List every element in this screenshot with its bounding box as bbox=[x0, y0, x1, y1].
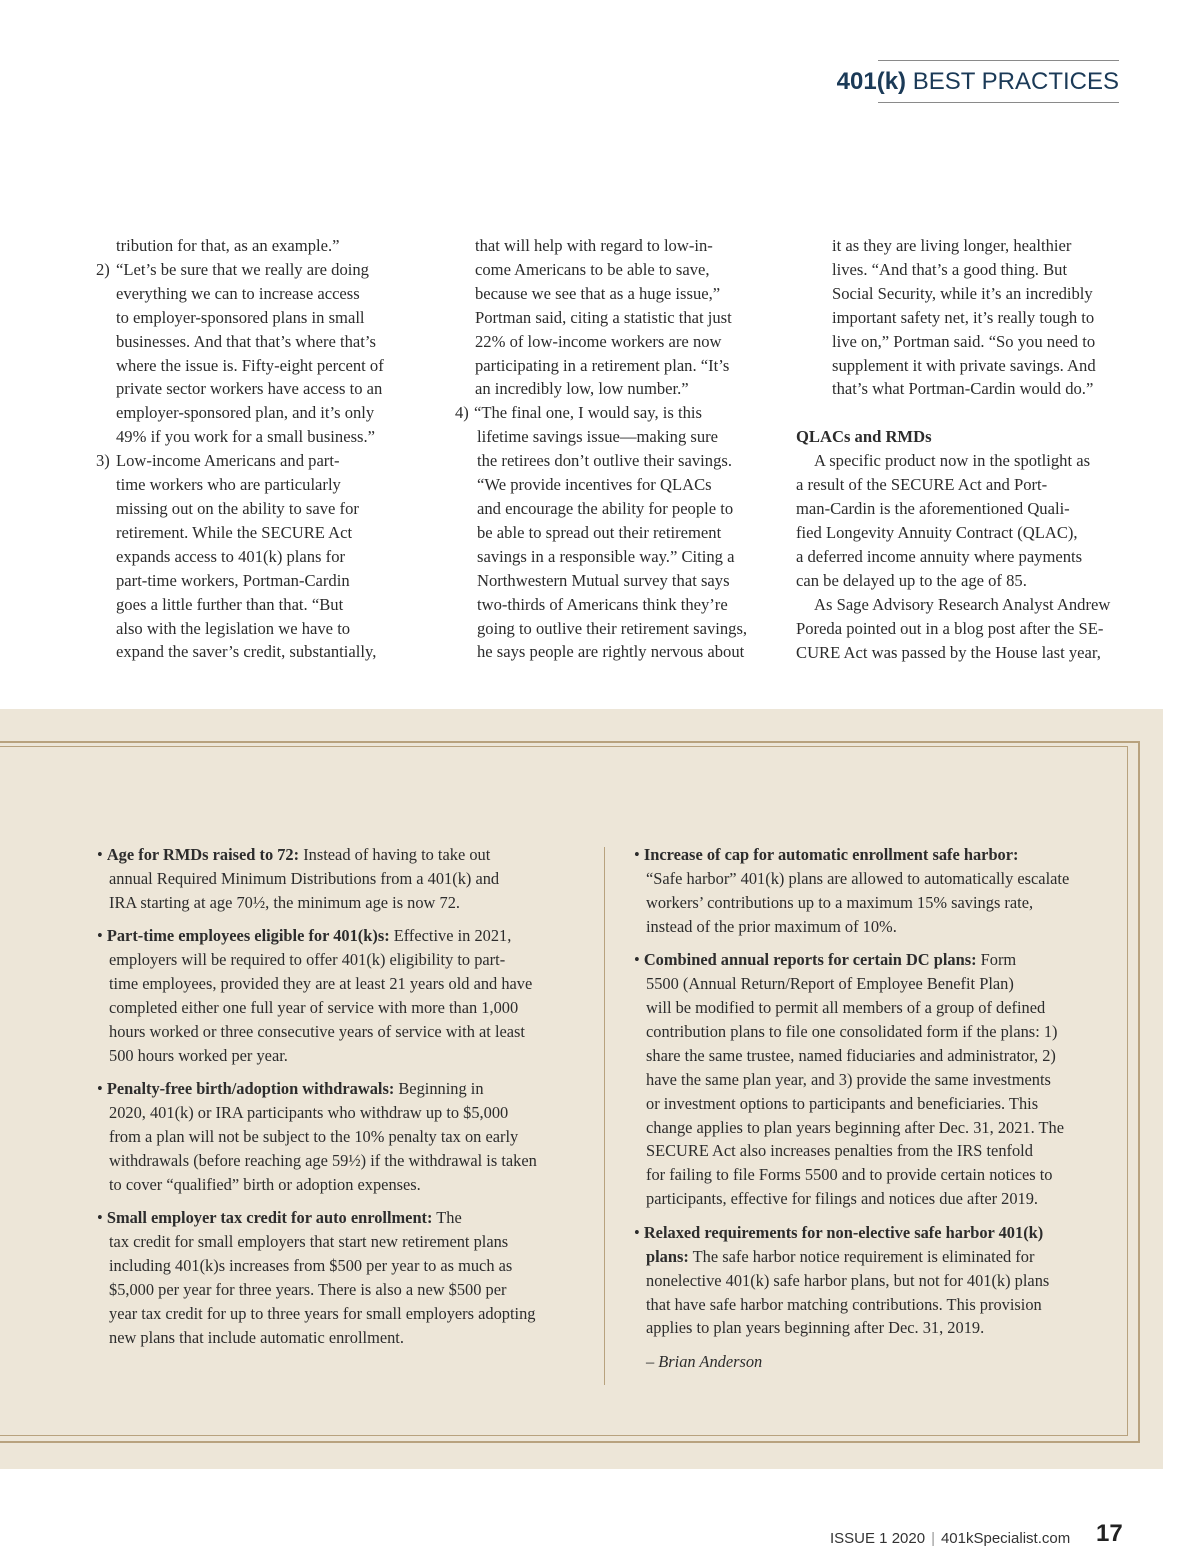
bullet-item: • Increase of cap for automatic enrollment safe harbor: “Safe harbor” 401(k) plans are allowed to automatically escalate workers’ contributions up to a maximum 15% savings rate, instead of the prior maximum of 10%. bbox=[634, 843, 1114, 939]
text-line: supplement it with private savings. And bbox=[832, 355, 1096, 375]
text-line: man-Cardin is the aforementioned Quali- bbox=[796, 499, 1070, 519]
text-line: missing out on the ability to save for bbox=[116, 498, 359, 518]
bullet-text: Instead of having to take out bbox=[299, 845, 491, 864]
bullet-title: Penalty-free birth/adoption withdrawals: bbox=[106, 1079, 395, 1099]
text-line: “The final one, I would say, is this bbox=[474, 403, 702, 423]
bullet-line: 500 hours worked per year. bbox=[109, 1045, 288, 1065]
bullet-line: that have safe harbor matching contributions. This provision bbox=[646, 1294, 1042, 1314]
bullet-title: Part-time employees eligible for 401(k)s: bbox=[106, 926, 390, 946]
text-line: a result of the SECURE Act and Port- bbox=[796, 475, 1048, 495]
text-line: going to outlive their retirement savings, bbox=[477, 618, 748, 638]
text-line: come Americans to be able to save, bbox=[475, 259, 710, 279]
bullet-title: Combined annual reports for certain DC plans: bbox=[643, 950, 977, 970]
bullet-line: tax credit for small employers that start new retirement plans bbox=[109, 1232, 509, 1252]
bullet-line: contribution plans to file one consolidated form if the plans: 1) bbox=[646, 1021, 1058, 1041]
text-line: Northwestern Mutual survey that says bbox=[477, 570, 730, 590]
text-line: be able to spread out their retirement bbox=[477, 522, 722, 542]
bullet-line: withdrawals (before reaching age 59½) if the withdrawal is taken bbox=[109, 1151, 537, 1171]
text-line: everything we can to increase access bbox=[116, 283, 360, 303]
bullet-text: The safe harbor notice requirement is eliminated for bbox=[688, 1246, 1035, 1266]
bullet-title: Increase of cap for automatic enrollment safe harbor: bbox=[643, 845, 1019, 864]
list-number: 2) bbox=[96, 259, 110, 279]
page-number: 17 bbox=[1096, 1520, 1123, 1547]
bullet-line: participants, effective for filings and notices due after 2019. bbox=[646, 1189, 1039, 1209]
text-line: Portman said, citing a statistic that just bbox=[475, 307, 732, 327]
sidebar-column-left bbox=[97, 843, 577, 1360]
text-line: Poreda pointed out in a blog post after the SE- bbox=[796, 618, 1104, 638]
text-line: As Sage Advisory Research Analyst Andrew bbox=[814, 594, 1111, 614]
bullet-title: Relaxed requirements for non-elective safe harbor 401(k) bbox=[643, 1222, 1044, 1242]
bullet-line: new plans that include automatic enrollment. bbox=[109, 1328, 404, 1347]
bullet-line: have the same plan year, and 3) provide the same investments bbox=[646, 1069, 1051, 1089]
text-line: and encourage the ability for people to bbox=[477, 498, 734, 518]
text-line: goes a little further than that. “But bbox=[116, 594, 344, 614]
bullet-line: 2020, 401(k) or IRA participants who withdraw up to $5,000 bbox=[109, 1103, 509, 1123]
bullet-line: or investment options to participants and beneficiaries. This bbox=[646, 1093, 1039, 1113]
text-line: businesses. And that that’s where that’s bbox=[116, 331, 376, 351]
author-signature: – Brian Anderson bbox=[646, 1351, 763, 1371]
text-line: the retirees don’t outlive their savings. bbox=[477, 451, 732, 471]
text-line: 49% if you work for a small business.” bbox=[116, 427, 376, 447]
column-divider bbox=[604, 847, 605, 1385]
bullet-line: time employees, provided they are at least 21 years old and have bbox=[109, 974, 533, 994]
article-column-1 bbox=[96, 234, 416, 664]
list-number: 4) bbox=[455, 403, 469, 423]
subheading: QLACs and RMDs bbox=[796, 427, 932, 447]
bullet-line: for failing to file Forms 5500 and to provide certain notices to bbox=[646, 1165, 1053, 1185]
text-line: “We provide incentives for QLACs bbox=[477, 475, 712, 495]
text-line: 22% of low-income workers are now bbox=[475, 331, 722, 351]
bullet-line: to cover “qualified” birth or adoption expenses. bbox=[109, 1174, 421, 1194]
text-line: participating in a retirement plan. “It’s bbox=[475, 355, 730, 375]
text-line: Low-income Americans and part- bbox=[116, 451, 340, 471]
site-label: 401kSpecialist.com bbox=[940, 1530, 1071, 1547]
bullet-text: Effective in 2021, bbox=[389, 926, 512, 946]
bullet-line: “Safe harbor” 401(k) plans are allowed to automatically escalate bbox=[646, 868, 1070, 888]
text-line: expand the saver’s credit, substantially, bbox=[116, 642, 377, 662]
text-line: employer-sponsored plan, and it’s only bbox=[116, 403, 375, 423]
sidebar-box bbox=[0, 709, 1163, 1469]
text-line: retirement. While the SECURE Act bbox=[116, 522, 353, 542]
article-column-3 bbox=[796, 234, 1126, 664]
section-label: BEST PRACTICES bbox=[912, 68, 1119, 95]
bullet-line: SECURE Act also increases penalties from the IRS tenfold bbox=[646, 1141, 1033, 1161]
bullet-line: 5500 (Annual Return/Report of Employee Benefit Plan) bbox=[646, 974, 1014, 994]
text-line: to employer-sponsored plans in small bbox=[116, 307, 365, 327]
text-line: two-thirds of Americans think they’re bbox=[477, 594, 728, 614]
bullet-line: workers’ contributions up to a maximum 15% savings rate, bbox=[646, 892, 1034, 912]
text-line: Social Security, while it’s an incredibly bbox=[832, 283, 1093, 303]
bullet-line: nonelective 401(k) safe harbor plans, but not for 401(k) plans bbox=[646, 1270, 1050, 1290]
text-line: CURE Act was passed by the House last year, bbox=[796, 642, 1101, 662]
text-line: that will help with regard to low-in- bbox=[475, 236, 713, 255]
bullet-item: • Penalty-free birth/adoption withdrawals: Beginning in 2020, 401(k) or IRA participants who withdraw up to $5,000 from a plan will not be subject to the 10% penalty tax on early withdrawals (before reaching age 59½) if the withdrawal is taken to cover “qualified” birth or adoption expenses. bbox=[97, 1077, 577, 1197]
text-line: he says people are rightly nervous about bbox=[477, 642, 745, 662]
text-line: important safety net, it’s really tough to bbox=[832, 307, 1095, 327]
bullet-item: • Age for RMDs raised to 72: Instead of having to take out annual Required Minimum Distributions from a 401(k) and IRA starting at age 70½, the minimum age is now 72. bbox=[97, 843, 577, 915]
text-line: private sector workers have access to an bbox=[116, 379, 383, 399]
bullet-line: annual Required Minimum Distributions from a 401(k) and bbox=[109, 868, 500, 888]
section-title bbox=[837, 68, 1119, 96]
text-line: where the issue is. Fifty-eight percent of bbox=[116, 355, 384, 375]
sidebar-column-right bbox=[634, 843, 1114, 1374]
bullet-line: hours worked or three consecutive years of service with at least bbox=[109, 1021, 525, 1041]
text-line: because we see that as a huge issue,” bbox=[475, 283, 721, 303]
text-line: that’s what Portman-Cardin would do.” bbox=[832, 379, 1094, 399]
bullet-line: $5,000 per year for three years. There is also a new $500 per bbox=[109, 1280, 507, 1300]
bullet-item: • Combined annual reports for certain DC plans: Form 5500 (Annual Return/Report of Employee Benefit Plan) will be modified to permit all members of a group of defined contribution plans to file one consolidated form if the plans: 1) share the same trustee, named fiduciaries and administrator, 2) have the same plan year, and 3) provide the same investments or investment options to participants and beneficiaries. This change applies to plan years beginning after Dec. 31, 2021. The SECURE Act also increases penalties from the IRS tenfold for failing to file Forms 5500 and to provide certain notices to participants, effective for filings and notices due after 2019. bbox=[634, 948, 1114, 1211]
bullet-line: share the same trustee, named fiduciaries and administrator, 2) bbox=[646, 1045, 1056, 1065]
bullet-line: instead of the prior maximum of 10%. bbox=[646, 916, 897, 936]
text-line: “Let’s be sure that we really are doing bbox=[116, 259, 369, 279]
text-line: also with the legislation we have to bbox=[116, 618, 351, 638]
section-header bbox=[836, 60, 1119, 103]
bullet-line: will be modified to permit all members of a group of defined bbox=[646, 998, 1046, 1018]
text-line: part-time workers, Portman-Cardin bbox=[116, 570, 350, 590]
issue-label: ISSUE 1 2020 bbox=[830, 1530, 926, 1547]
bullet-line: applies to plan years beginning after Dec. 31, 2019. bbox=[646, 1318, 985, 1338]
bullet-text: Form bbox=[976, 950, 1017, 970]
text-line: time workers who are particularly bbox=[116, 475, 341, 495]
text-line: savings in a responsible way.” Citing a bbox=[477, 546, 735, 566]
text-line: A specific product now in the spotlight as bbox=[814, 451, 1091, 471]
bullet-line: IRA starting at age 70½, the minimum age is now 72. bbox=[109, 892, 460, 912]
bullet-title: Small employer tax credit for auto enrollment: bbox=[106, 1208, 433, 1228]
text-line: a deferred income annuity where payments bbox=[796, 546, 1083, 566]
text-line: lives. “And that’s a good thing. But bbox=[832, 259, 1068, 279]
text-line: live on,” Portman said. “So you need to bbox=[832, 331, 1096, 351]
page-footer: ISSUE 1 2020 | 401kSpecialist.com bbox=[830, 1530, 1071, 1547]
bullet-line: including 401(k)s increases from $500 per year to as much as bbox=[109, 1256, 513, 1276]
bullet-line: employers will be required to offer 401(k) eligibility to part- bbox=[109, 950, 506, 970]
bullet-item: • Part-time employees eligible for 401(k)s: Effective in 2021, employers will be required to offer 401(k) eligibility to part- time employees, provided they are at least 21 years old and have completed either one full year of service with more than 1,000 hours worked or three consecutive years of service with at least 500 hours worked per year. bbox=[97, 924, 577, 1067]
bullet-line: completed either one full year of service with more than 1,000 bbox=[109, 998, 519, 1018]
bullet-item: • Relaxed requirements for non-elective safe harbor 401(k) plans: The safe harbor notice requirement is eliminated for nonelective 401(k) safe harbor plans, but not for 401(k) plans that have safe harbor matching contributions. This provision applies to plan years beginning after Dec. 31, 2019. bbox=[634, 1221, 1114, 1341]
brand-label: 401(k) bbox=[836, 68, 907, 95]
bullet-line: year tax credit for up to three years for small employers adopting bbox=[109, 1304, 536, 1324]
bullet-line: from a plan will not be subject to the 10% penalty tax on early bbox=[109, 1127, 519, 1147]
bullet-text: Beginning in bbox=[394, 1079, 484, 1099]
bullet-title: Age for RMDs raised to 72: bbox=[106, 845, 300, 864]
text-line: expands access to 401(k) plans for bbox=[116, 546, 346, 566]
text-line: it as they are living longer, healthier bbox=[832, 236, 1072, 255]
text-line: tribution for that, as an example.” bbox=[116, 236, 340, 255]
text-line: an incredibly low, low number.” bbox=[475, 379, 689, 399]
bullet-text: The bbox=[432, 1208, 462, 1228]
article-column-2 bbox=[455, 234, 785, 664]
text-line: lifetime savings issue—making sure bbox=[477, 427, 719, 447]
text-line: can be delayed up to the age of 85. bbox=[796, 570, 1027, 590]
bullet-title: plans: bbox=[646, 1246, 689, 1266]
bullet-line: change applies to plan years beginning after Dec. 31, 2021. The bbox=[646, 1117, 1064, 1137]
text-line: fied Longevity Annuity Contract (QLAC), bbox=[796, 522, 1078, 542]
list-number: 3) bbox=[96, 451, 110, 471]
bullet-item: • Small employer tax credit for auto enrollment: The tax credit for small employers that start new retirement plans including 401(k)s increases from $500 per year to as much as $5,000 per year for three years. There is also a new $500 per year tax credit for up to three years for small employers adopting new plans that include automatic enrollment. bbox=[97, 1206, 577, 1349]
